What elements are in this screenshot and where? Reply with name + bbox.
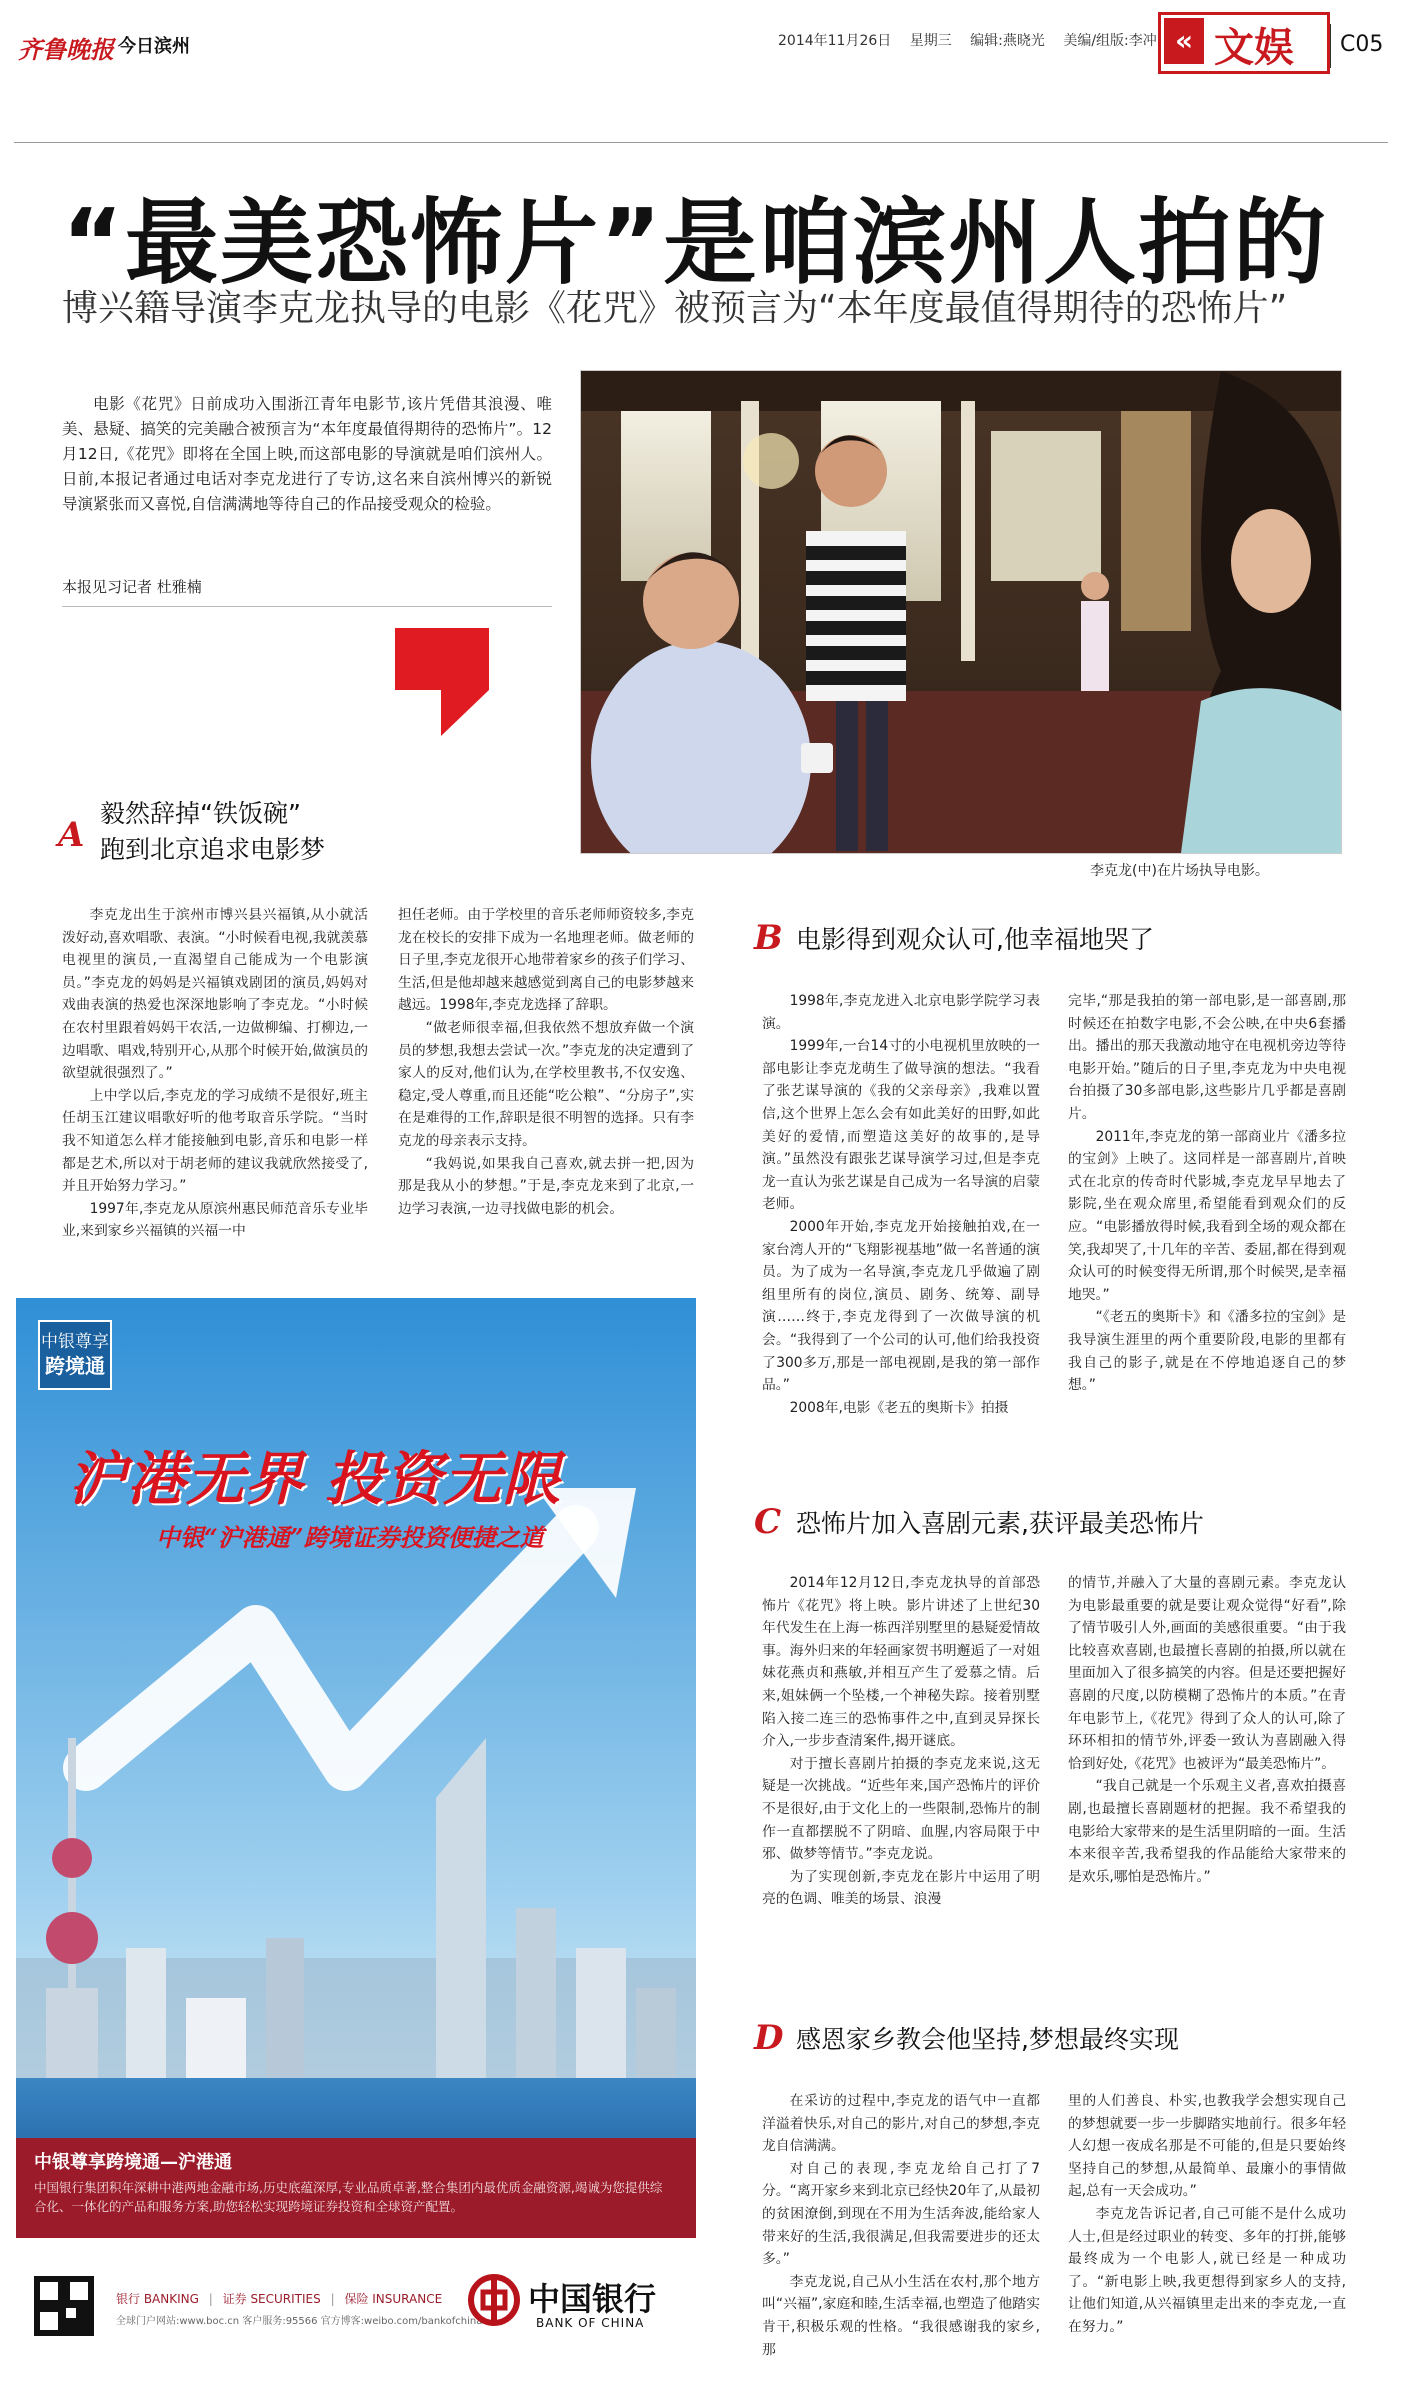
bank-of-china-logo-icon: [468, 2274, 520, 2326]
paragraph: 2000年开始,李克龙开始接触拍戏,在一家台湾人开的“飞翔影视基地”做一名普通的演员。为了成为一名导演,李克龙几乎做遍了剧组里所有的岗位,演员、剧务、统筹、副导演……终于,李克龙得到了一次做导演的机会。“我得到了一个公司的认可,他们给我投资了300多万,那是一部电视剧,是我的第一部作品。”: [762, 1218, 1040, 1394]
section-a-column-1: [62, 904, 368, 1243]
section-a-title-line1: 毅然辞掉“铁饭碗”: [100, 799, 301, 828]
paragraph: 在采访的过程中,李克龙的语气中一直都洋溢着快乐,对自己的影片,对自己的梦想,李克龙自信满满。: [762, 2093, 1040, 2155]
double-chevron-icon: «: [1164, 18, 1204, 64]
ad-band-title: 中银尊享跨境通—沪港通: [34, 2152, 232, 2173]
red-quote-mark-icon: [395, 628, 489, 736]
ad-slogan: 沪港无界 投资无限: [68, 1445, 562, 1513]
ad-badge-line1: 中银尊享: [41, 1332, 109, 1352]
byline-rule: [62, 606, 552, 607]
ad-service-banking: 银行 BANKING: [116, 2292, 199, 2306]
paragraph: “我妈说,如果我自己喜欢,就去拼一把,因为那是我从小的梦想。”于是,李克龙来到了北京,一边学习表演,一边寻找做电影的机会。: [398, 1155, 694, 1217]
paragraph: 李克龙说,自己从小生活在农村,那个地方叫“兴福”,家庭和睦,生活幸福,也塑造了他踏实肯干,积极乐观的性格。“我很感谢我的家乡,那: [762, 2273, 1040, 2358]
paragraph: 里的人们善良、朴实,也教我学会想实现自己的梦想就要一步一步脚踏实地前行。很多年轻人幻想一夜成名那是不可能的,但是只要始终坚持自己的梦想,从最简单、最廉小的事情做起,总有一天会成功。”: [1068, 2093, 1346, 2200]
section-a-letter: A: [58, 815, 85, 855]
paragraph: 担任老师。由于学校里的音乐老师师资较多,李克龙在校长的安排下成为一名地理老师。做老师的日子里,李克龙很开心地带着家乡的孩子们学习、生活,但是他却越来越感觉到离自己的电影梦越来越远。1998年,李克龙选择了辞职。: [398, 907, 694, 1014]
ad-service-insurance: 保险 INSURANCE: [344, 2292, 443, 2306]
paragraph: 对于擅长喜剧片拍摄的李克龙来说,这无疑是一次挑战。“近些年来,国产恐怖片的评价不是很好,由于文化上的一些限制,恐怖片的制作一直都摆脱不了阴暗、血腥,内容局限于中邪、做梦等情节。”李克龙说。: [762, 1755, 1040, 1863]
subheadline: 博兴籍导演李克龙执导的电影《花咒》被预言为“本年度最值得期待的恐怖片”: [62, 288, 1288, 329]
paragraph: 上中学以后,李克龙的学习成绩不是很好,班主任胡玉江建议唱歌好听的他考取音乐学院。“当时我不知道怎么样才能接触到电影,音乐和电影一样都是艺术,所以对于胡老师的建议我就欣然接受了,并且开始努力学习。”: [62, 1087, 368, 1195]
ad-logo-cn: 中国银行: [528, 2280, 657, 2318]
page-divider: [1330, 24, 1331, 68]
paragraph: “《老五的奥斯卡》和《潘多拉的宝剑》是我导演生涯里的两个重要阶段,电影的里都有我自己的影子,就是在不停地追逐自己的梦想。”: [1068, 1309, 1346, 1394]
section-d-letter: D: [754, 2018, 784, 2058]
editor-credit: 编辑:燕晓光: [970, 33, 1045, 49]
issue-weekday: 星期三: [909, 33, 952, 49]
section-a-column-2: [398, 904, 694, 1220]
paragraph: 1997年,李克龙从原滨州惠民师范音乐专业毕业,来到家乡兴福镇的兴福一中: [62, 1200, 368, 1240]
header-rule: [14, 142, 1388, 143]
section-b-letter: B: [754, 918, 783, 958]
paragraph: 李克龙告诉记者,自己可能不是什么成功人士,但是经过职业的转变、多年的打拼,能够最终成为一个电影人,就已经是一种成功了。“新电影上映,我更想得到家乡人的支持,让他们知道,从兴福镇里走出来的李克龙,一直在努力。”: [1068, 2205, 1346, 2335]
paragraph: 1998年,李克龙进入北京电影学院学习表演。: [762, 993, 1040, 1032]
headline: “最美恐怖片”是咱滨州人拍的: [62, 189, 1329, 297]
section-b-title: 电影得到观众认可,他幸福地哭了: [796, 925, 1154, 954]
photo-caption: 李克龙(中)在片场执导电影。: [1090, 863, 1269, 879]
section-d-title: 感恩家乡教会他坚持,梦想最终实现: [796, 2025, 1179, 2054]
paragraph: 完毕,“那是我拍的第一部电影,是一部喜剧,那时候还在拍数字电影,不会公映,在中央6套播出。播出的那天我激动地守在电视机旁边等待电影开始。”随后的日子里,李克龙为中央电视台拍摄了30多部电影,这些影片几乎都是喜剧片。: [1068, 993, 1346, 1122]
paragraph: “我自己就是一个乐观主义者,喜欢拍摄喜剧,也最擅长喜剧题材的把握。我不希望我的电影给大家带来的是生活里阴暗的一面。生活本来很辛苦,我希望我的作品能给大家带来的是欢乐,哪怕是恐怖片。”: [1068, 1778, 1346, 1885]
section-b-column-2: [1068, 990, 1346, 1397]
designer-credit: 美编/组版:李冲: [1063, 33, 1157, 49]
paragraph: 为了实现创新,李克龙在影片中运用了明亮的色调、唯美的场景、浪漫: [762, 1868, 1040, 1908]
paragraph: 对自己的表现,李克龙给自己打了7分。“离开家乡来到北京已经快20年了,从最初的贫困潦倒,到现在不用为生活奔波,能给家人带来好的生活,我很满足,但我需要进步的还太多。”: [762, 2160, 1040, 2268]
paragraph: 2014年12月12日,李克龙执导的首部恐怖片《花咒》将上映。影片讲述了上世纪30年代发生在上海一栋西洋别墅里的悬疑爱情故事。海外归来的年轻画家贺书明邂逅了一对姐妹花燕贞和燕敏,并相互产生了爱慕之情。后来,姐妹俩一个坠楼,一个神秘失踪。接着别墅陷入接二连三的恐怖事件之中,直到灵异探长介入,一步步查清案件,揭开谜底。: [762, 1575, 1040, 1750]
ad-contact: 全球门户网站:www.boc.cn 客户服务:95566 官方博客:weibo.com/bankofchina: [116, 2316, 483, 2327]
paragraph: “做老师很幸福,但我依然不想放弃做一个演员的梦想,我想去尝试一次。”李克龙的决定遭到了家人的反对,他们认为,在学校里教书,不仅安逸、稳定,受人尊重,而且还能“吃公粮”、“分房子”,实在是难得的工作,辞职是很不明智的选择。只有李克龙的母亲表示支持。: [398, 1019, 694, 1149]
section-b-column-1: [762, 990, 1040, 1419]
section-a-title: [100, 796, 325, 868]
issue-date: 2014年11月26日: [778, 33, 892, 49]
lead-paragraph: 电影《花咒》日前成功入围浙江青年电影节,该片凭借其浪漫、唯美、悬疑、搞笑的完美融合被预言为“本年度最值得期待的恐怖片”。12月12日,《花咒》即将在全国上映,而这部电影的导演就是咱们滨州人。日前,本报记者通过电话对李克龙进行了专访,这名来自滨州博兴的新锐导演紧张而又喜悦,自信满满地等待自己的作品接受观众的检验。: [62, 395, 552, 513]
section-d-column-1: [762, 2090, 1040, 2361]
ad-logo-en: BANK OF CHINA: [536, 2316, 645, 2330]
masthead: 齐鲁晚报: [18, 35, 114, 64]
page-number: C05: [1340, 32, 1384, 57]
paragraph: 李克龙出生于滨州市博兴县兴福镇,从小就活泼好动,喜欢唱歌、表演。“小时候看电视,我就羡慕电视里的演员,一直渴望自己能成为一个电影演员。”李克龙的妈妈是兴福镇戏剧团的演员,妈妈对戏曲表演的热爱也深深地影响了李克龙。“小时候在农村里跟着妈妈干农活,一边做柳编、打柳边,一边唱歌、唱戏,特别开心,从那个时候开始,做演员的欲望就很强烈了。”: [62, 907, 368, 1082]
bank-of-china-ad[interactable]: [16, 1298, 696, 2372]
ad-service-securities: 证券 SECURITIES: [222, 2292, 321, 2306]
section-d-column-2: [1068, 2090, 1346, 2339]
byline: 本报见习记者 杜雅楠: [62, 578, 202, 596]
ad-band-body: 中国银行集团积年深耕中港两地金融市场,历史底蕴深厚,专业品质卓著,整合集团内最优质金融资源,竭诚为您提供综合化、一体化的产品和服务方案,助您轻松实现跨境证券投资和全球资产配置。: [34, 2180, 663, 2214]
ad-badge: [38, 1320, 112, 1390]
paragraph: 的情节,并融入了大量的喜剧元素。李克龙认为电影最重要的就是要让观众觉得“好看”,除了情节吸引人外,画面的美感很重要。“由于我比较喜欢喜剧,也最擅长喜剧的拍摄,所以就在里面加入了很多搞笑的内容。但是还要把握好喜剧的尺度,以防模糊了恐怖片的本质。”在青年电影节上,《花咒》得到了众人的认可,除了环环相扣的情节外,评委一致认为喜剧融入得恰到好处,《花咒》也被评为“最美恐怖片”。: [1068, 1575, 1346, 1772]
paragraph: 1999年,一台14寸的小电视机里放映的一部电影让李克龙萌生了做导演的想法。“我看了张艺谋导演的《我的父亲母亲》,我难以置信,这个世界上怎么会有如此美好的田野,如此美好的爱情,而塑造这美好的故事的,是导演。”虽然没有跟张艺谋导演学习过,但是李克龙一直认为张艺谋是自己成为一名导演的启蒙老师。: [762, 1038, 1040, 1213]
ad-tagline: 中银“沪港通”跨境证券投资便捷之道: [156, 1523, 544, 1552]
paragraph: 2008年,电影《老五的奥斯卡》拍摄: [789, 1399, 1009, 1416]
section-c-letter: C: [754, 1502, 782, 1542]
issue-meta: [778, 30, 1171, 50]
ad-services: 银行 BANKING | 证券 SECURITIES | 保险 INSURANCE: [116, 2292, 443, 2306]
section-c-title: 恐怖片加入喜剧元素,获评最美恐怖片: [796, 1509, 1204, 1538]
section-name: 今日滨州: [118, 36, 190, 57]
ad-badge-line2: 跨境通: [45, 1354, 105, 1378]
section-c-column-2: [1068, 1572, 1346, 1888]
section-c-column-1: [762, 1572, 1040, 1911]
section-tab-label: 文娱: [1214, 25, 1294, 71]
section-a-title-line2: 跑到北京追求电影梦: [100, 835, 326, 864]
film-set-photo: [580, 370, 1342, 854]
paragraph: 2011年,李克龙的第一部商业片《潘多拉的宝剑》上映了。这同样是一部喜剧片,首映式在北京的传奇时代影城,李克龙早早地去了影院,坐在观众席里,希望能看到观众们的反应。“电影播放得时候,我看到全场的观众都在笑,我却哭了,十几年的辛苦、委屈,都在得到观众认可的时候变得无所谓,那个时候哭,是幸福地哭。”: [1068, 1128, 1346, 1303]
